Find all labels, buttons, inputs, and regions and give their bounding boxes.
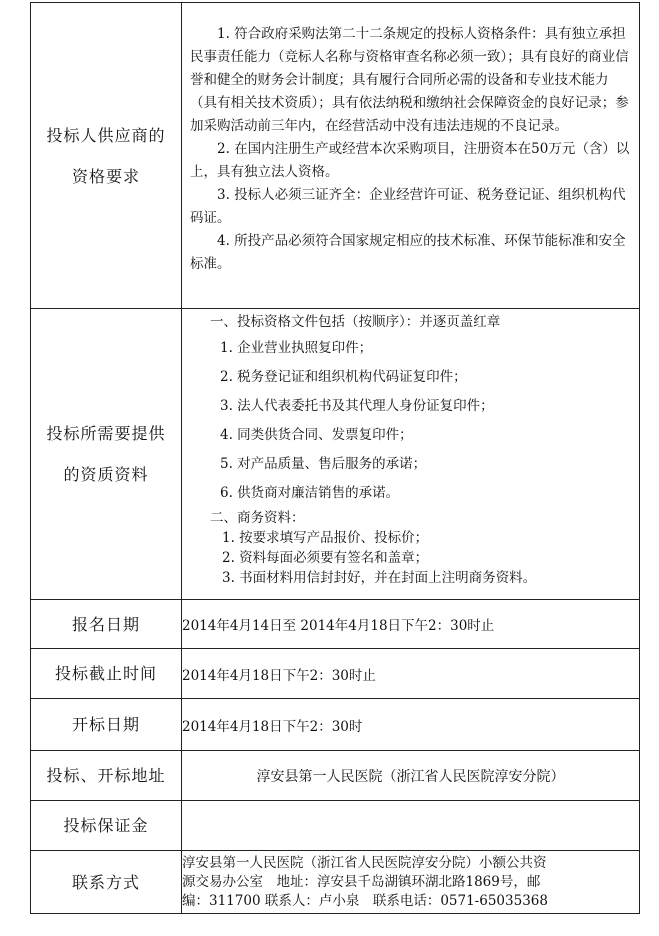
deposit-value bbox=[182, 801, 640, 851]
documents-commerce-item-1: 1. 按要求填写产品报价、投标价； bbox=[222, 530, 429, 546]
documents-item-1: 1. 企业营业执照复印件； bbox=[220, 340, 373, 356]
registration-label: 报名日期 bbox=[31, 600, 182, 649]
qualification-item-2: 2. 在国内注册生产或经营本次采购项目，注册资本在50万元（含）以上，具有独立法人资格。 bbox=[190, 141, 630, 180]
documents-item-2: 2. 税务登记证和组织机构代码证复印件； bbox=[220, 369, 467, 385]
documents-heading-1: 一、投标资格文件包括（按顺序）：并逐页盖红章 bbox=[210, 314, 501, 330]
contact-line-2: 源交易办公室 地址：淳安县千岛湖镇环湖北路1869号，邮 bbox=[182, 873, 541, 890]
documents-item-4: 4. 同类供货合同、发票复印件； bbox=[220, 427, 413, 443]
qualification-content-cell bbox=[182, 3, 640, 309]
opening-label: 开标日期 bbox=[31, 699, 182, 751]
registration-value: 2014年4月14日至 2014年4月18日下午2：30时止 bbox=[182, 600, 640, 649]
deadline-label: 投标截止时间 bbox=[31, 649, 182, 699]
documents-heading-2: 二、商务资料： bbox=[210, 510, 305, 526]
documents-commerce-item-3: 3. 书面材料用信封封好，并在封面上注明商务资料。 bbox=[222, 570, 537, 586]
registration-row bbox=[31, 600, 640, 649]
qualification-label-line2: 资格要求 bbox=[71, 166, 140, 186]
documents-item-3: 3. 法人代表委托书及其代理人身份证复印件； bbox=[220, 398, 494, 414]
qualification-row bbox=[31, 3, 640, 309]
qualification-item-1: 1. 符合政府采购法第二十二条规定的投标人资格条件：具有独立承担民事责任能力（竞标人名称与资格审查名称必须一致）；具有良好的商业信誉和健全的财务会计制度；具有履行合同所必需的设备和专业技术能力（具有相关技术资质）；具有依法纳税和缴纳社会保障资金的良好记录；参加采购活动前三年内，在经营活动中没有违法违规的不良记录。 bbox=[190, 26, 629, 134]
documents-label-line1: 投标所需要提供 bbox=[46, 424, 166, 443]
documents-label-cell bbox=[31, 309, 182, 600]
contact-line-1: 淳安县第一人民医院（浙江省人民医院淳安分院）小额公共资 bbox=[182, 854, 547, 871]
tender-info-table bbox=[30, 2, 640, 914]
qualification-label-cell bbox=[31, 3, 182, 309]
opening-row bbox=[31, 699, 640, 751]
deposit-row bbox=[31, 801, 640, 851]
location-label: 投标、开标地址 bbox=[31, 751, 182, 801]
documents-row bbox=[31, 309, 640, 600]
documents-item-5: 5. 对产品质量、售后服务的承诺； bbox=[220, 456, 427, 472]
documents-item-6: 6. 供货商对廉洁销售的承诺。 bbox=[220, 485, 400, 501]
contact-row bbox=[31, 851, 640, 914]
contact-value-cell bbox=[182, 851, 640, 914]
deadline-row bbox=[31, 649, 640, 699]
location-value: 淳安县第一人民医院（浙江省人民医院淳安分院） bbox=[182, 751, 640, 801]
qualification-item-4: 4. 所投产品必须符合国家规定相应的技术标准、环保节能标准和安全标准。 bbox=[190, 233, 626, 272]
contact-label: 联系方式 bbox=[31, 851, 182, 914]
documents-label-line2: 的资质资料 bbox=[63, 465, 149, 484]
deadline-value: 2014年4月18日下午2：30时止 bbox=[182, 649, 640, 699]
location-row bbox=[31, 751, 640, 801]
documents-commerce-item-2: 2. 资料每面必须要有签名和盖章； bbox=[222, 550, 429, 566]
qualification-label-line1: 投标人供应商的 bbox=[46, 125, 166, 145]
qualification-item-3: 3. 投标人必须三证齐全：企业经营许可证、税务登记证、组织机构代码证。 bbox=[190, 187, 626, 226]
deposit-label: 投标保证金 bbox=[31, 801, 182, 851]
documents-content-cell bbox=[182, 309, 640, 600]
opening-value: 2014年4月18日下午2：30时 bbox=[182, 699, 640, 751]
contact-line-3: 编：311700 联系人：卢小泉 联系电话：0571-65035368 bbox=[182, 892, 548, 909]
